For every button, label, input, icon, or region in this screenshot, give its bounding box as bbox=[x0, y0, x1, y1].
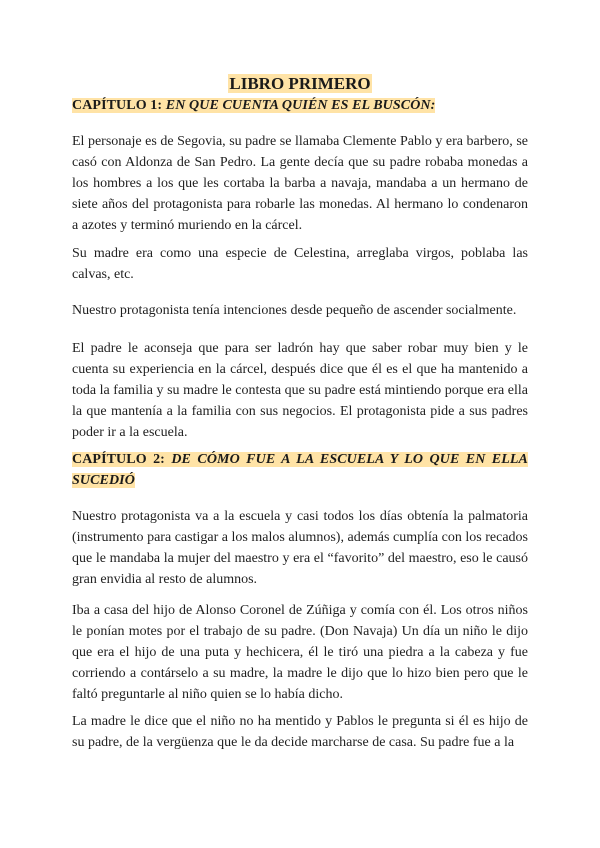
chapter-1-paragraph: El padre le aconseja que para ser ladrón hay que saber robar muy bien y le cuenta su experiencia en la cárcel, después dice que él es el que ha mantenido a toda la familia y su madre le contesta que su padre está mintiendo porque era ella la que mantenía a la familia con sus negocios. El protagonista pide a sus padres poder ir a la escuela. bbox=[72, 341, 528, 440]
chapter-2-paragraph: Iba a casa del hijo de Alonso Coronel de Zúñiga y comía con él. Los otros niños le ponían motes por el trabajo de su padre. (Don Navaja) Un día un niño le dijo que era el hijo de una puta y hechicera, él le tiró una piedra a la cabeza y fue corriendo a contárselo a su madre, la madre le dijo que lo hizo bien pero que le faltó preguntarle al niño quien se lo había dicho. bbox=[72, 603, 528, 702]
book-title bbox=[0, 74, 600, 94]
chapter-1-paragraph: El personaje es de Segovia, su padre se llamaba Clemente Pablo y era barbero, se casó con Aldonza de San Pedro. La gente decía que su padre robaba monedas a los hombres a los que les cortaba la barba a navaja, mandaba a un hermano de siete años del protagonista para robarle las monedas. Al hermano lo condenaron a azotes y terminó muriendo en la cárcel. bbox=[72, 134, 528, 233]
chapter-2-subtitle: DE CÓMO FUE A LA ESCUELA Y LO QUE EN ELLA SUCEDIÓ bbox=[72, 452, 528, 488]
chapter-1-heading bbox=[72, 95, 528, 116]
chapter-1-paragraph: Nuestro protagonista tenía intenciones desde pequeño de ascender socialmente. bbox=[72, 303, 517, 318]
book-title-text: LIBRO PRIMERO bbox=[229, 74, 371, 93]
chapter-2-paragraph: La madre le dice que el niño no ha mentido y Pablos le pregunta si él es hijo de su padre, de la vergüenza que le da decide marcharse de casa. Su padre fue a la bbox=[72, 714, 528, 750]
chapter-2-paragraph: Nuestro protagonista va a la escuela y casi todos los días obtenía la palmatoria (instrumento para castigar a los malos alumnos), además cumplía con los recados que le mandaba la mujer del maestro y era el “favorito” del maestro, eso le causó gran envidia al resto de alumnos. bbox=[72, 509, 528, 587]
chapter-2-heading bbox=[72, 449, 528, 491]
chapter-1-paragraph: Su madre era como una especie de Celestina, arreglaba virgos, poblaba las calvas, etc. bbox=[72, 246, 528, 282]
chapter-1-subtitle: EN QUE CUENTA QUIÉN ES EL BUSCÓN: bbox=[165, 98, 436, 113]
chapter-2-label: CAPÍTULO 2: bbox=[72, 452, 165, 467]
chapter-1-label: CAPÍTULO 1: bbox=[72, 98, 163, 113]
